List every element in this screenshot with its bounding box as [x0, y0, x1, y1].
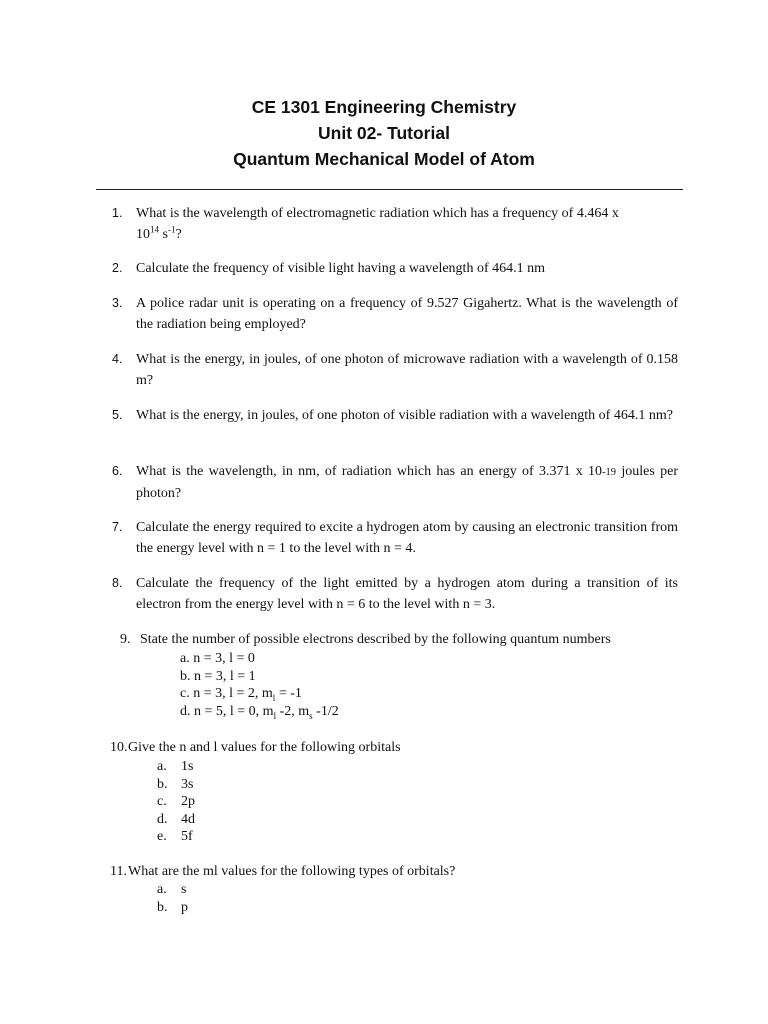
q9-part-d: d. n = 5, l = 0, $m_l$ -2, $m_s$ -1/2	[180, 703, 339, 721]
question-number: 1.	[112, 206, 123, 220]
question-number: 9.	[120, 632, 131, 647]
question-text: A police radar unit is operating on a frequency of 9.527 Gigahertz. What is the wavelength of the radiation being employed?	[136, 296, 678, 332]
question-text: What is the wavelength of electromagnetic radiation which has a frequency of 4.464 x $10^{14}$ $s^{-1}$?	[136, 206, 619, 242]
question-text: What is the wavelength, in nm, of radiation which has an energy of 3.371 x 10-19 joules per photon?	[136, 464, 678, 501]
question-8	[100, 573, 678, 615]
q9-part-b: b. n = 3, l = 1	[180, 668, 256, 684]
question-text: What are the ml values for the following types of orbitals?	[128, 864, 456, 879]
q10-item: e. 5f	[157, 829, 193, 844]
question-number: 6.	[112, 464, 123, 478]
question-1	[100, 203, 678, 245]
q11-item: a. s	[157, 882, 187, 897]
question-9	[100, 629, 678, 650]
question-4	[100, 349, 678, 391]
question-number: 5.	[112, 408, 123, 422]
question-number: 3.	[112, 296, 123, 310]
question-number: 2.	[112, 261, 123, 275]
q10-subparts	[157, 758, 195, 846]
question-7	[100, 517, 678, 559]
q10-item: a. 1s	[157, 759, 194, 774]
question-2	[100, 258, 678, 279]
question-number: 11.	[110, 864, 127, 879]
unit-title: Unit 02- Tutorial	[318, 123, 450, 143]
q11-item: b. p	[157, 899, 188, 915]
q9-subparts	[180, 650, 339, 720]
question-number: 4.	[112, 352, 123, 366]
question-text: State the number of possible electrons described by the following quantum numbers	[140, 632, 611, 647]
topic-title: Quantum Mechanical Model of Atom	[233, 149, 535, 169]
q9-part-c: c. n = 3, l = 2, $m_l = -1$	[180, 686, 302, 703]
course-title: CE 1301 Engineering Chemistry	[251, 97, 517, 117]
question-number: 10.	[110, 740, 128, 755]
q10-item: b. 3s	[157, 776, 194, 792]
question-number: 8.	[112, 576, 123, 590]
question-6	[100, 461, 678, 504]
question-text: Calculate the energy required to excite a hydrogen atom by causing an electronic transition from the energy level with n = 1 to the level with n = 4.	[136, 520, 678, 556]
question-3	[100, 293, 678, 335]
question-number: 7.	[112, 520, 123, 534]
q9-part-a: a. n = 3, l = 0	[180, 651, 255, 666]
question-11	[100, 861, 678, 882]
question-text: Calculate the frequency of the light emitted by a hydrogen atom during a transition of its electron from the energy level with n = 6 to the level with n = 3.	[136, 576, 678, 612]
document-header	[0, 94, 768, 172]
question-10	[100, 737, 678, 758]
question-5	[100, 405, 678, 426]
question-text: What is the energy, in joules, of one photon of microwave radiation with a wavelength of 0.158 m?	[136, 352, 678, 388]
q10-item: d. 4d	[157, 811, 195, 827]
question-text: What is the energy, in joules, of one photon of visible radiation with a wavelength of 464.1 nm?	[136, 408, 673, 423]
question-text: Calculate the frequency of visible light having a wavelength of 464.1 nm	[136, 261, 545, 276]
question-text: Give the n and l values for the following orbitals	[128, 740, 401, 755]
q11-subparts	[157, 881, 188, 916]
header-divider	[96, 189, 683, 190]
q10-item: c. 2p	[157, 794, 195, 809]
